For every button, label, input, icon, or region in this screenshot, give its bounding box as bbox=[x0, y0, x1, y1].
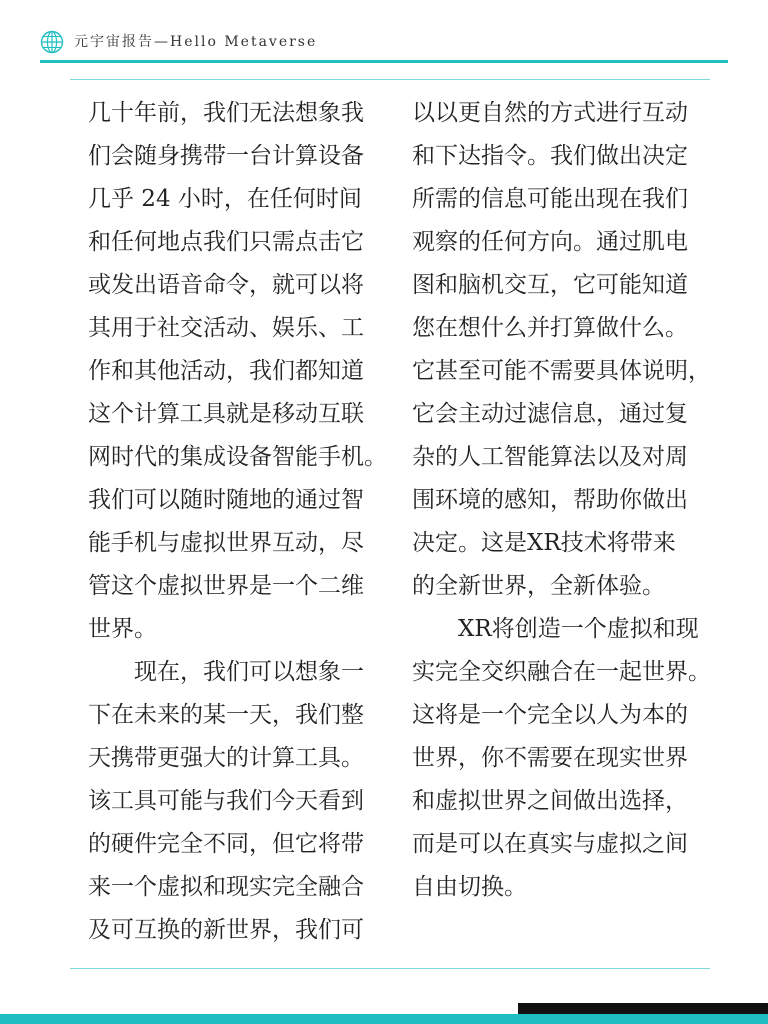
text-line: 几十年前，我们无法想象我 bbox=[88, 100, 364, 126]
content-bottom-divider bbox=[70, 968, 710, 969]
text-line: 世界。 bbox=[88, 616, 157, 642]
text-line: 它甚至可能不需要具体说明， bbox=[412, 358, 711, 384]
text-line: 的硬件完全不同，但它将带 bbox=[88, 831, 364, 857]
text-line: 和任何地点我们只需点击它 bbox=[88, 229, 364, 255]
text-line: 您在想什么并打算做什么。 bbox=[412, 315, 688, 341]
text-line: 其用于社交活动、娱乐、工 bbox=[88, 315, 364, 341]
text-line: 世界，你不需要在现实世界 bbox=[412, 745, 688, 771]
paragraph-first-line: XR将创造一个虚拟和现 bbox=[458, 616, 699, 642]
text-line: 这个计算工具就是移动互联 bbox=[88, 401, 364, 427]
text-line: 的全新世界，全新体验。 bbox=[412, 573, 665, 599]
text-line: 自由切换。 bbox=[412, 874, 527, 900]
text-line: 天携带更强大的计算工具。 bbox=[88, 745, 364, 771]
left-text-column bbox=[88, 92, 398, 952]
text-line: 以以更自然的方式进行互动 bbox=[412, 100, 688, 126]
right-text-column bbox=[412, 92, 722, 909]
text-line: 和虚拟世界之间做出选择， bbox=[412, 788, 688, 814]
text-line: 网时代的集成设备智能手机。 bbox=[88, 444, 387, 470]
text-line: 们会随身携带一台计算设备 bbox=[88, 143, 364, 169]
text-line: 几乎 24 小时，在任何时间 bbox=[88, 186, 362, 212]
text-line: 下在未来的某一天，我们整 bbox=[88, 702, 364, 728]
text-line: 所需的信息可能出现在我们 bbox=[412, 186, 688, 212]
text-line: 来一个虚拟和现实完全融合 bbox=[88, 874, 364, 900]
content-top-divider bbox=[70, 79, 710, 80]
text-line: 管这个虚拟世界是一个二维 bbox=[88, 573, 364, 599]
text-line: 图和脑机交互，它可能知道 bbox=[412, 272, 688, 298]
text-line: 我们可以随时随地的通过智 bbox=[88, 487, 364, 513]
text-line: 该工具可能与我们今天看到 bbox=[88, 788, 364, 814]
header-divider bbox=[40, 60, 728, 63]
page-header bbox=[0, 0, 768, 64]
text-line: 围环境的感知，帮助你做出 bbox=[412, 487, 688, 513]
text-line: 和下达指令。我们做出决定 bbox=[412, 143, 688, 169]
footer-teal-bar bbox=[0, 1014, 768, 1024]
text-line: 能手机与虚拟世界互动，尽 bbox=[88, 530, 364, 556]
footer-black-bar bbox=[518, 1003, 768, 1014]
text-line: 这将是一个完全以人为本的 bbox=[412, 702, 688, 728]
text-line: 或发出语音命令，就可以将 bbox=[88, 272, 364, 298]
paragraph-first-line: 现在，我们可以想象一 bbox=[134, 659, 364, 685]
text-line: 观察的任何方向。通过肌电 bbox=[412, 229, 688, 255]
text-line: 实完全交织融合在一起世界。 bbox=[412, 659, 711, 685]
header-title: 元宇宙报告—Hello Metaverse bbox=[74, 34, 318, 50]
text-line: 而是可以在真实与虚拟之间 bbox=[412, 831, 688, 857]
text-line: 及可互换的新世界，我们可 bbox=[88, 917, 364, 943]
text-line: 它会主动过滤信息，通过复 bbox=[412, 401, 688, 427]
globe-icon bbox=[40, 30, 64, 54]
text-line: 杂的人工智能算法以及对周 bbox=[412, 444, 688, 470]
text-line: 决定。这是XR技术将带来 bbox=[412, 530, 676, 556]
text-line: 作和其他活动，我们都知道 bbox=[88, 358, 364, 384]
